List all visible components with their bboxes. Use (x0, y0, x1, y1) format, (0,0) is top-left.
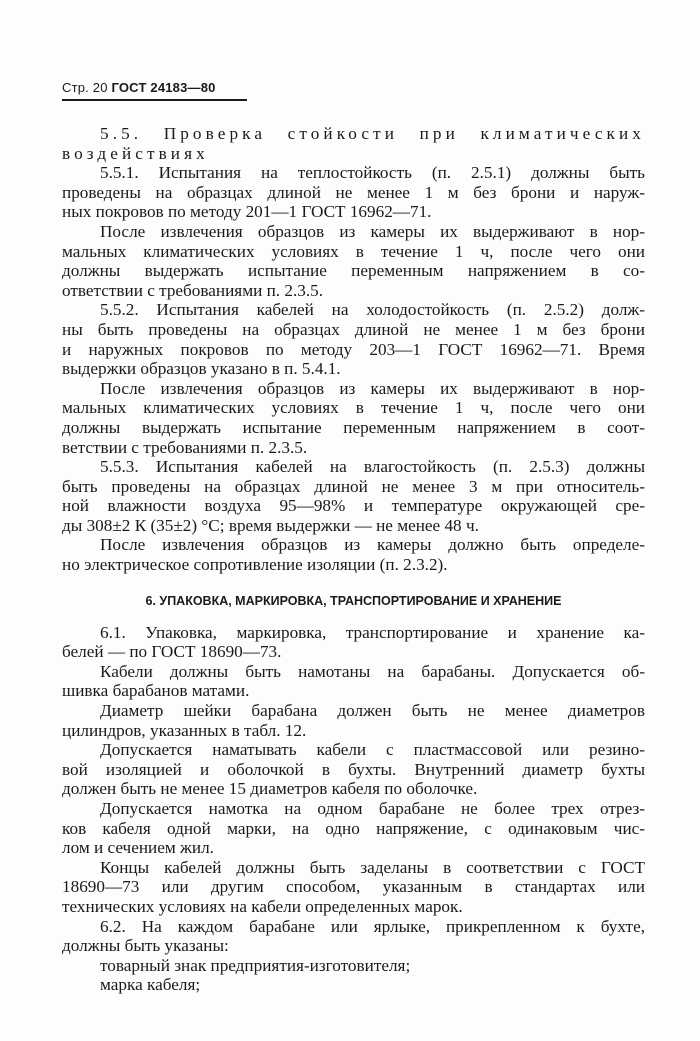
text-line: 5.5.1. Испытания на теплостойкость (п. 2.5.1) должны быть (100, 163, 645, 183)
text-line: ной влажности воздуха 95—98% и температуре окружающей сре- (62, 496, 645, 516)
text-line: ды 308±2 К (35±2) °С; время выдержки — не менее 48 ч. (62, 515, 479, 535)
standard-number: ГОСТ 24183—80 (111, 80, 216, 95)
text-line: После извлечения образцов из камеры должно быть определе- (100, 535, 645, 555)
text-line: Допускается наматывать кабели с пластмассовой или резино- (100, 740, 645, 760)
text-line: ответствии с требованиями п. 2.3.5. (62, 280, 324, 300)
text-line: 5.5.2. Испытания кабелей на холодостойкость (п. 2.5.2) долж- (100, 300, 645, 320)
text-line: должны выдержать испытание переменным напряжением в со- (62, 261, 645, 281)
text-line: белей — по ГОСТ 18690—73. (62, 642, 282, 662)
text-line: 6.1. Упаковка, маркировка, транспортирование и хранение ка- (100, 622, 645, 642)
text-line: Допускается намотка на одном барабане не более трех отрез- (100, 799, 645, 818)
text-line: мальных климатических условиях в течение 1 ч, после чего они (62, 398, 645, 418)
text-line: должны выдержать испытание переменным напряжением в соот- (62, 417, 645, 437)
text-line: 6.2. На каждом барабане или ярлыке, прикрепленном к бухте, (100, 916, 645, 936)
text-line: быть проведены на образцах длиной не менее 3 м при относитель- (62, 476, 645, 496)
running-header (62, 80, 216, 95)
text-line: Кабели должны быть намотаны на барабаны. Допускается об- (100, 661, 645, 681)
text-line: проведены на образцах длиной не менее 1 м без брони и наруж- (62, 182, 645, 202)
text-line: мальных климатических условиях в течение 1 ч, после чего они (62, 241, 645, 261)
text-line: Концы кабелей должны быть заделаны в соответствии с ГОСТ (100, 857, 645, 877)
text-line: лом и сечением жил. (62, 838, 214, 858)
text-line: Диаметр шейки барабана должен быть не менее диаметров (100, 701, 645, 721)
document-body (62, 124, 645, 995)
text-line: цилиндров, указанных в табл. 12. (62, 720, 307, 740)
text-line: ветствии с требованиями п. 2.3.5. (62, 437, 308, 457)
text-line: ков кабеля одной марки, на одно напряжение, с одинаковым чис- (62, 818, 645, 838)
text-line: шивка барабанов матами. (62, 681, 250, 701)
subsection-heading-line: 5.5. Проверка стойкости при климатических (100, 124, 645, 143)
text-line: выдержки образцов указано в п. 5.4.1. (62, 359, 341, 379)
text-line: ных покровов по методу 201—1 ГОСТ 16962—71. (62, 202, 432, 222)
text-line: вой изоляцией и оболочкой в бухты. Внутренний диаметр бухты (62, 759, 645, 779)
section-heading: 6. УПАКОВКА, МАРКИРОВКА, ТРАНСПОРТИРОВАНИЕ И ХРАНЕНИЕ (145, 593, 562, 608)
list-item: марка кабеля; (100, 975, 201, 995)
page-number: Стр. 20 (62, 80, 108, 95)
text-line: должен быть не менее 15 диаметров кабеля по оболочке. (62, 779, 478, 799)
list-item: товарный знак предприятия-изготовителя; (100, 955, 411, 975)
text-line: ны быть проведены на образцах длиной не менее 1 м без брони (62, 319, 645, 339)
header-rule (62, 99, 247, 101)
subsection-heading-line: воздействиях (62, 143, 209, 163)
text-line: и наружных покровов по методу 203—1 ГОСТ 16962—71. Время (62, 339, 645, 359)
text-line: После извлечения образцов из камеры их выдерживают в нор- (100, 221, 645, 241)
text-line: должны быть указаны: (62, 936, 229, 956)
text-line: 5.5.3. Испытания кабелей на влагостойкость (п. 2.5.3) должны (100, 457, 645, 477)
text-line: но электрическое сопротивление изоляции (п. 2.3.2). (62, 555, 448, 575)
text-line: технических условиях на кабели определенных марок. (62, 896, 463, 916)
text-line: 18690—73 или другим способом, указанным в стандартах или (62, 877, 645, 897)
text-line: После извлечения образцов из камеры их выдерживают в нор- (100, 378, 645, 398)
